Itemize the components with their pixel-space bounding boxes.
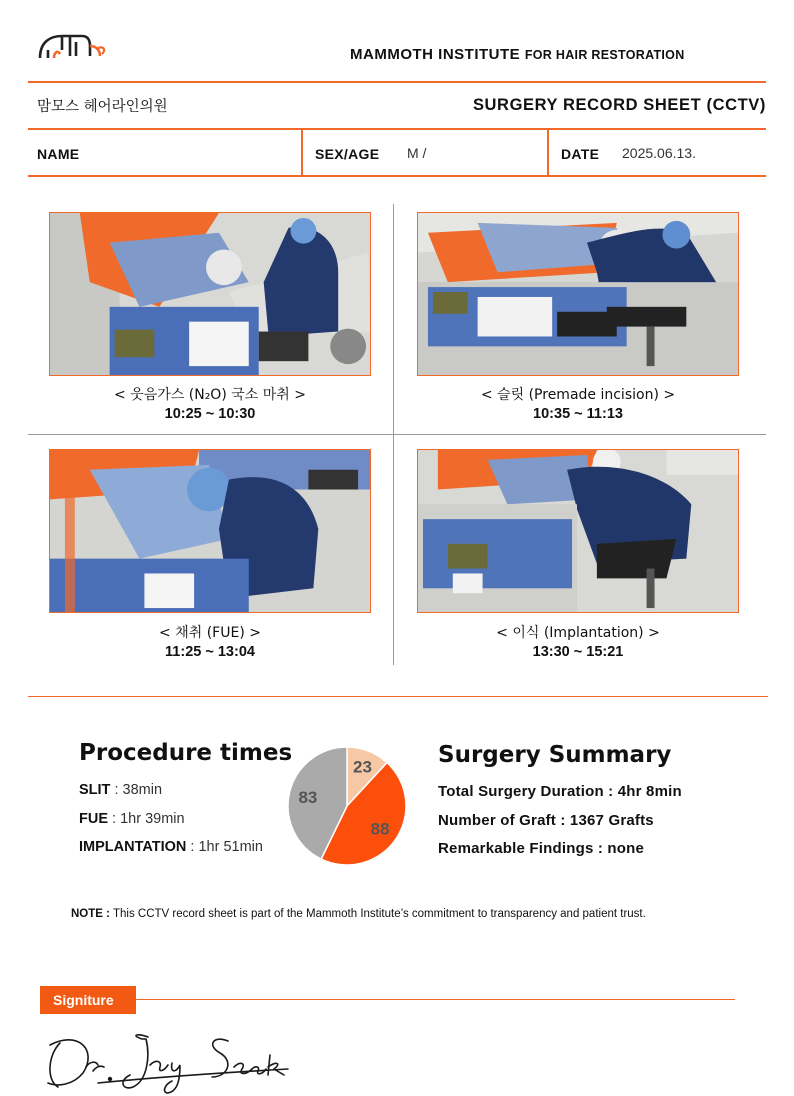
procedure-times-title: Procedure times: [79, 740, 293, 766]
summary-findings: Remarkable Findings : none: [438, 840, 645, 857]
caption-fue: [49, 624, 371, 662]
handwritten-signature: [38, 1025, 308, 1095]
procedure-row: [79, 811, 185, 827]
date-label: DATE: [561, 146, 600, 162]
pie-data-label: 88: [370, 819, 390, 839]
institute-name-bold: MAMMOTH INSTITUTE: [350, 46, 521, 63]
step-title: < 슬릿 (Premade incision) >: [480, 387, 676, 403]
grid-divider: [28, 434, 766, 435]
divider: [28, 175, 766, 177]
divider: [547, 129, 549, 176]
note-label: NOTE :: [71, 908, 110, 920]
institute-name: [350, 46, 685, 63]
procedure-value: : 38min: [114, 782, 163, 798]
procedure-label: IMPLANTATION: [79, 839, 187, 855]
surgery-summary-title: Surgery Summary: [438, 742, 672, 768]
step-time: 13:30 ~ 15:21: [532, 644, 624, 660]
procedure-row: [79, 782, 162, 798]
procedure-value: : 1hr 51min: [190, 839, 263, 855]
sexage-value[interactable]: M /: [407, 145, 427, 161]
cctv-photo-slit[interactable]: [417, 212, 739, 376]
summary-duration: Total Surgery Duration : 4hr 8min: [438, 783, 682, 800]
note-text: This CCTV record sheet is part of the Mammoth Institute’s commitment to transparency and patient trust.: [112, 908, 646, 920]
step-time: 10:35 ~ 11:13: [533, 406, 623, 422]
date-value[interactable]: 2025.06.13.: [622, 145, 696, 161]
step-title: < 이식 (Implantation) >: [496, 625, 660, 641]
summary-grafts: Number of Graft : 1367 Grafts: [438, 812, 654, 829]
note: [71, 908, 646, 920]
procedure-label: FUE: [79, 811, 108, 827]
signature-tag: Signiture: [40, 986, 136, 1014]
divider: [28, 696, 768, 697]
caption-implantation: [417, 624, 739, 662]
divider: [28, 128, 766, 130]
cctv-photo-anesthesia[interactable]: [49, 212, 371, 376]
step-title: < 웃음가스 (N₂O) 국소 마취 >: [114, 387, 306, 403]
caption-anesthesia: [49, 386, 371, 424]
sheet-title: SURGERY RECORD SHEET (CCTV): [472, 96, 766, 114]
clinic-korean-name: 맘모스 헤어라인의원: [37, 99, 168, 115]
pie-data-label: 83: [298, 787, 318, 807]
step-time: 10:25 ~ 10:30: [164, 406, 256, 422]
procedure-value: : 1hr 39min: [112, 811, 185, 827]
step-time: 11:25 ~ 13:04: [165, 644, 255, 660]
procedure-pie-chart: [287, 746, 407, 866]
cctv-photo-fue[interactable]: [49, 449, 371, 613]
procedure-label: SLIT: [79, 782, 111, 798]
name-label: NAME: [37, 146, 80, 162]
cctv-photo-implantation[interactable]: [417, 449, 739, 613]
divider: [28, 81, 766, 83]
procedure-row: [79, 839, 263, 855]
caption-slit: [417, 386, 739, 424]
signature-line: [136, 999, 735, 1000]
step-title: < 채취 (FUE) >: [159, 625, 261, 641]
sexage-label: SEX/AGE: [315, 146, 380, 162]
pie-data-label: 23: [352, 757, 372, 777]
divider: [301, 129, 303, 176]
institute-name-rest: FOR HAIR RESTORATION: [524, 48, 685, 62]
mammoth-logo-icon: [36, 28, 108, 64]
